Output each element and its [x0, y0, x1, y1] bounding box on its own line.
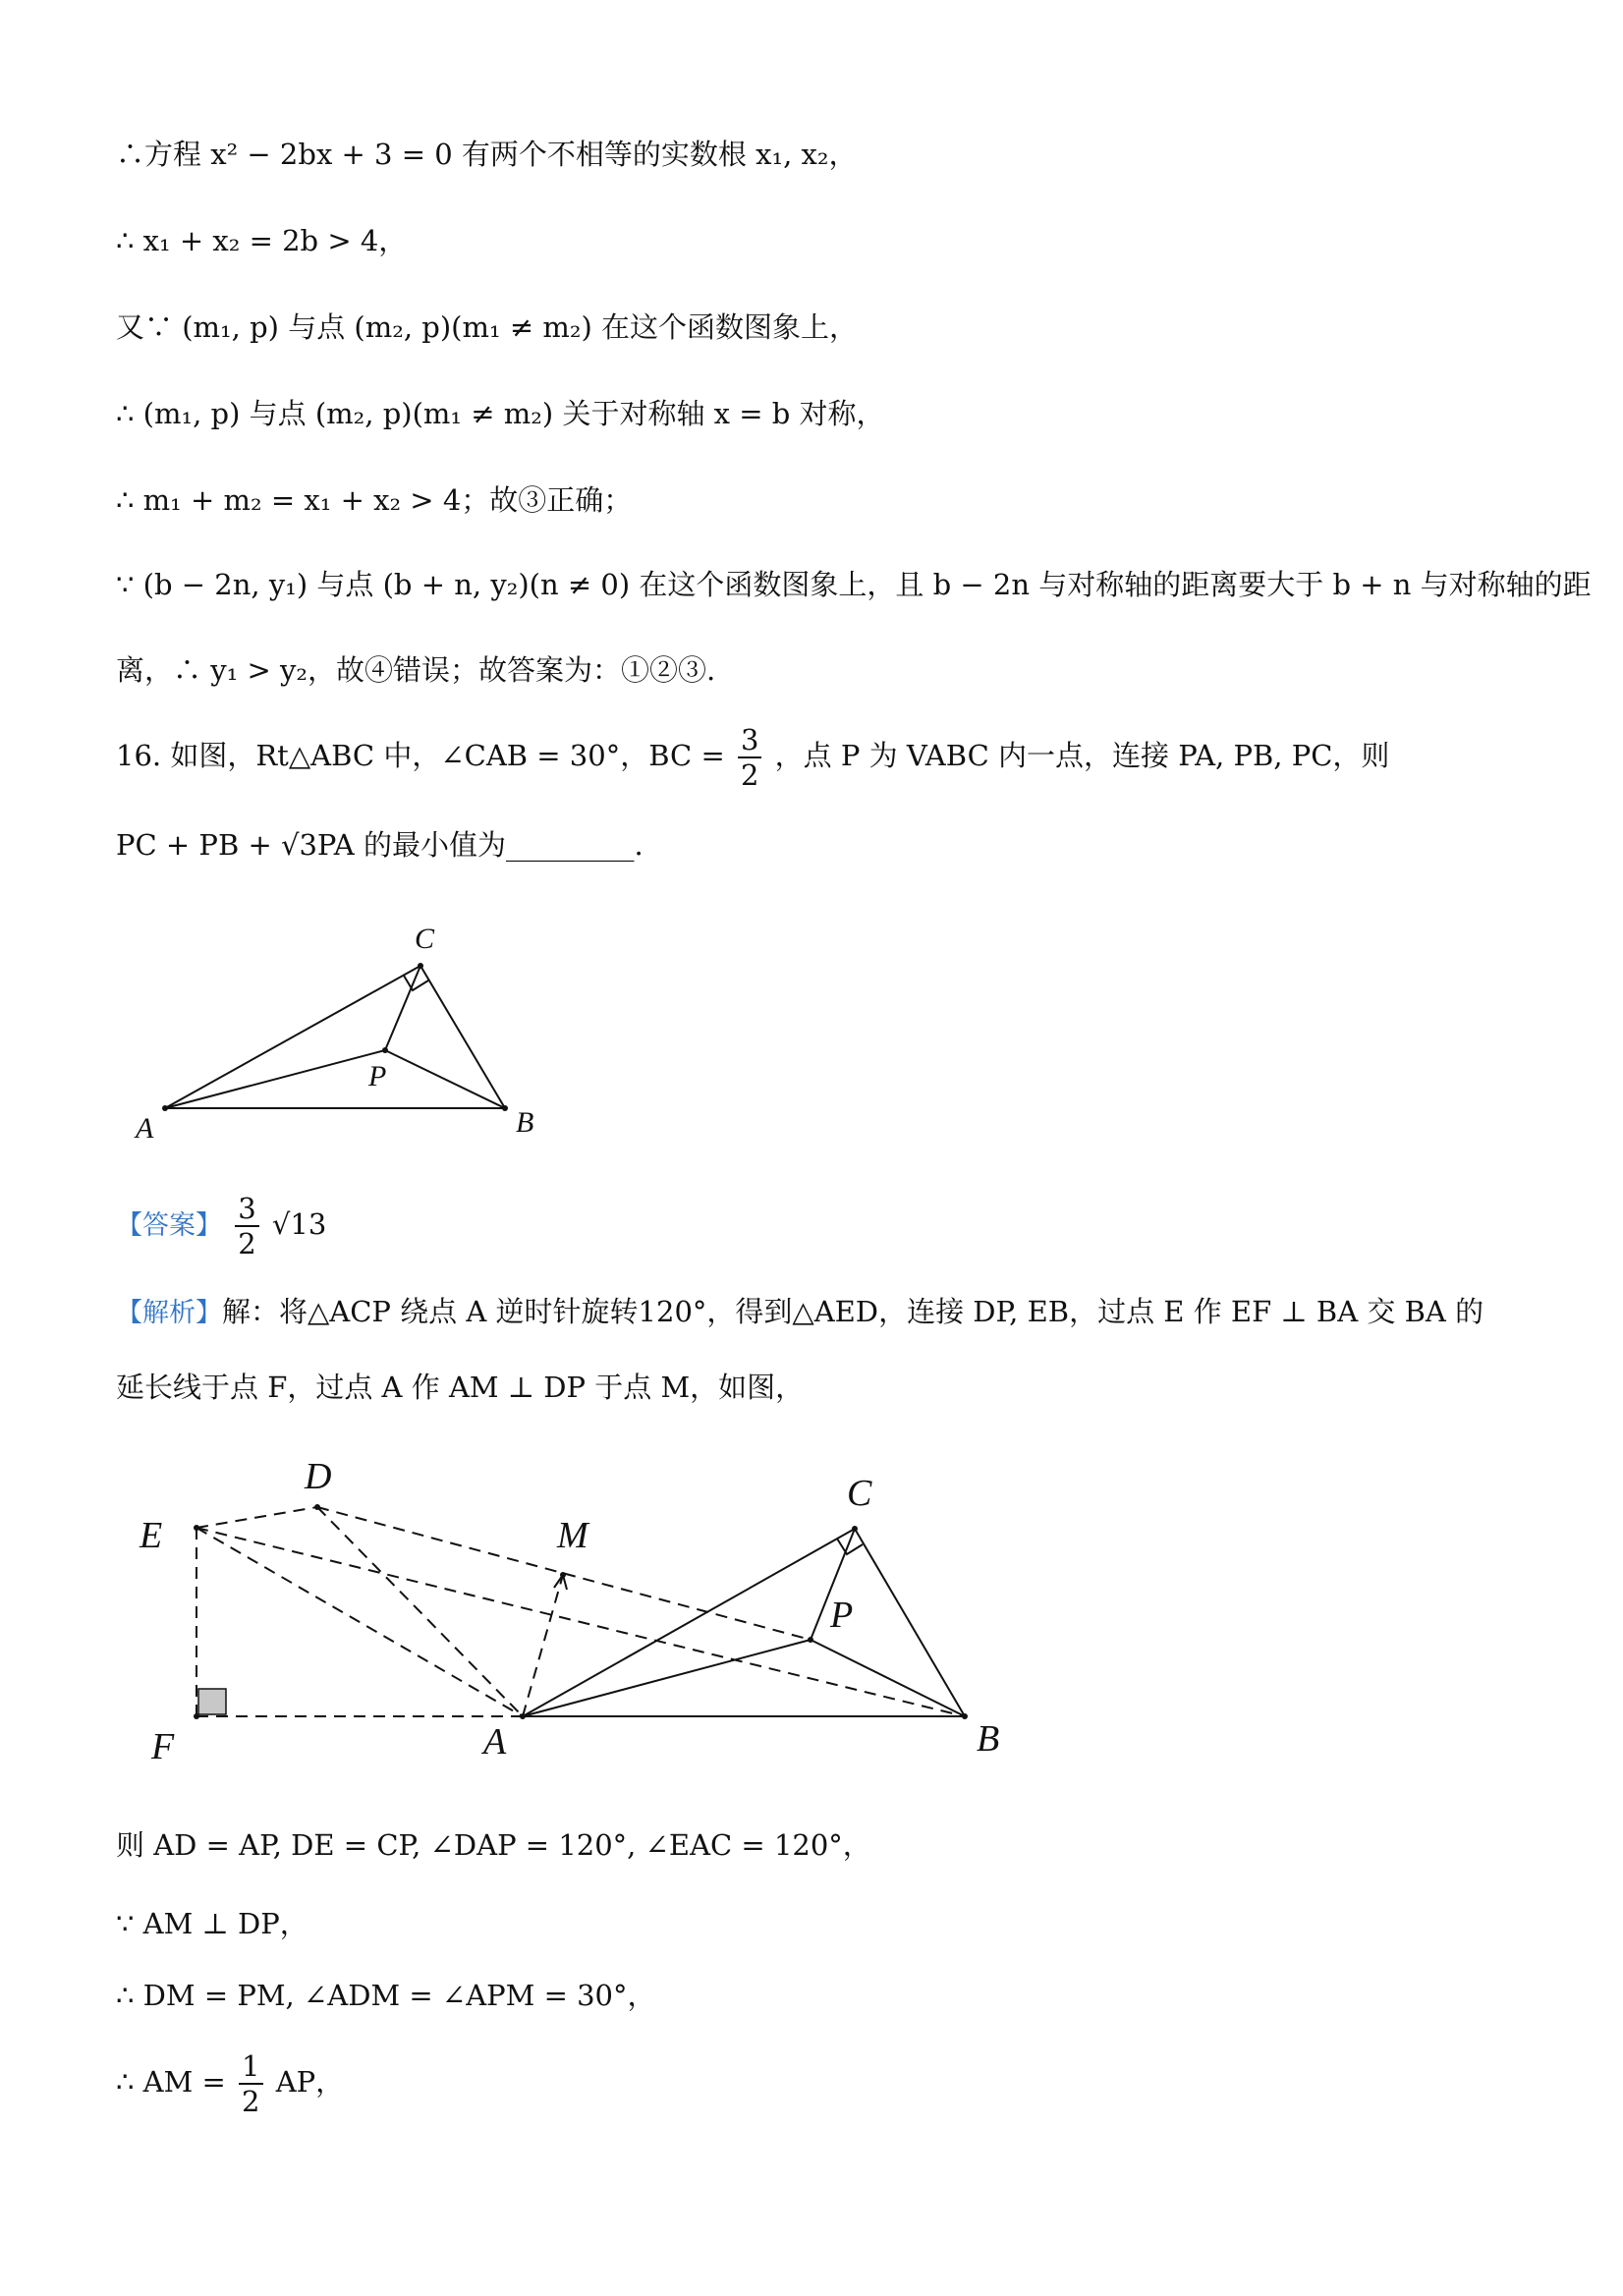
label-e: E [140, 1515, 163, 1556]
point-e [194, 1525, 199, 1531]
question-16-text-a: 16. 如图，Rt△ABC 中，∠CAB = 30°，BC = [116, 739, 725, 772]
point-p [808, 1637, 813, 1643]
segment-ac [523, 1529, 855, 1716]
point-b [502, 1105, 508, 1111]
step-line-3: ∴ DM = PM, ∠ADM = ∠APM = 30°， [116, 1979, 656, 2012]
segment-ea [196, 1528, 523, 1716]
label-b: B [516, 1106, 534, 1139]
point-c [852, 1526, 858, 1532]
segment-am [523, 1575, 563, 1716]
segment-da [317, 1507, 523, 1716]
analysis-line-1 [116, 1292, 1483, 1333]
label-a: A [483, 1721, 507, 1763]
point-a [520, 1713, 526, 1719]
analysis-tag: 【解析】 [116, 1298, 222, 1328]
label-a: A [136, 1112, 154, 1145]
question-16-line-1 [116, 722, 1389, 792]
point-c [418, 963, 423, 969]
step-line-1: 则 AD = AP, DE = CP, ∠DAP = 120°, ∠EAC = 120°， [116, 1828, 871, 1862]
question-16-text-b: ，点 P 为 VABC 内一点，连接 PA, PB, PC，则 [774, 739, 1390, 772]
answer-line [116, 1191, 326, 1260]
label-c: C [415, 923, 435, 955]
segment-pa [165, 1050, 385, 1108]
text-line-2: ∴ x₁ + x₂ = 2b > 4， [116, 224, 408, 257]
label-b: B [977, 1718, 1000, 1760]
step-line-4 [116, 2048, 344, 2118]
point-a [162, 1105, 168, 1111]
bc-fraction-denominator: 2 [740, 758, 759, 792]
text-line-1: ∴方程 x² − 2bx + 3 = 0 有两个不相等的实数根 x₁, x₂， [116, 138, 858, 171]
text-line-6: ∵ (b − 2n, y₁) 与点 (b + n, y₂)(n ≠ 0) 在这个函数图象上，且 b − 2n 与对称轴的距离要大于 b + n 与对称轴的距 [116, 568, 1592, 601]
label-f: F [151, 1726, 175, 1767]
answer-rest: √13 [271, 1207, 327, 1241]
analysis-text-1: 解：将△ACP 绕点 A 逆时针旋转120°，得到△AED，连接 DP, EB，过点 E 作 EF ⊥ BA 交 BA 的 [222, 1295, 1484, 1328]
analysis-line-2: 延长线于点 F，过点 A 作 AM ⊥ DP 于点 M，如图， [116, 1371, 805, 1404]
figure-triangle-abc [0, 904, 609, 1159]
right-angle-mark-f [198, 1689, 226, 1714]
label-p: P [830, 1595, 854, 1636]
answer-fraction-denominator: 2 [238, 1227, 256, 1260]
point-f [194, 1713, 199, 1719]
segment-pc [385, 966, 420, 1050]
label-c: C [847, 1473, 872, 1514]
label-p: P [368, 1060, 387, 1092]
point-m [560, 1572, 566, 1578]
bc-fraction-numerator: 3 [738, 723, 761, 758]
point-d [314, 1504, 320, 1510]
question-16-line-2: PC + PB + √3PA 的最小值为_________. [116, 828, 644, 862]
answer-fraction [235, 1192, 258, 1260]
text-line-3: 又∵ (m₁, p) 与点 (m₂, p)(m₁ ≠ m₂) 在这个函数图象上， [116, 310, 858, 344]
half-fraction-numerator: 1 [239, 2049, 262, 2085]
text-line-5: ∴ m₁ + m₂ = x₁ + x₂ > 4；故③正确； [116, 483, 633, 517]
step-line-2: ∵ AM ⊥ DP， [116, 1907, 308, 1940]
label-m: M [557, 1515, 588, 1556]
step-4-text-b: AP， [275, 2065, 345, 2099]
figure-rotation [0, 1434, 1081, 1778]
step-4-text-a: ∴ AM = [116, 2065, 226, 2099]
answer-tag: 【答案】 [116, 1210, 222, 1241]
half-fraction-denominator: 2 [242, 2085, 260, 2118]
point-b [962, 1713, 968, 1719]
segment-ed [196, 1507, 317, 1528]
point-p [382, 1047, 388, 1053]
segment-pa [523, 1640, 811, 1716]
answer-fraction-numerator: 3 [235, 1192, 258, 1227]
text-line-7: 离，∴ y₁ > y₂，故④错误；故答案为：①②③. [116, 653, 716, 687]
half-fraction [239, 2049, 262, 2118]
text-line-4: ∴ (m₁, p) 与点 (m₂, p)(m₁ ≠ m₂) 关于对称轴 x = b 对称， [116, 397, 885, 430]
label-d: D [305, 1456, 332, 1497]
bc-fraction [738, 723, 761, 792]
